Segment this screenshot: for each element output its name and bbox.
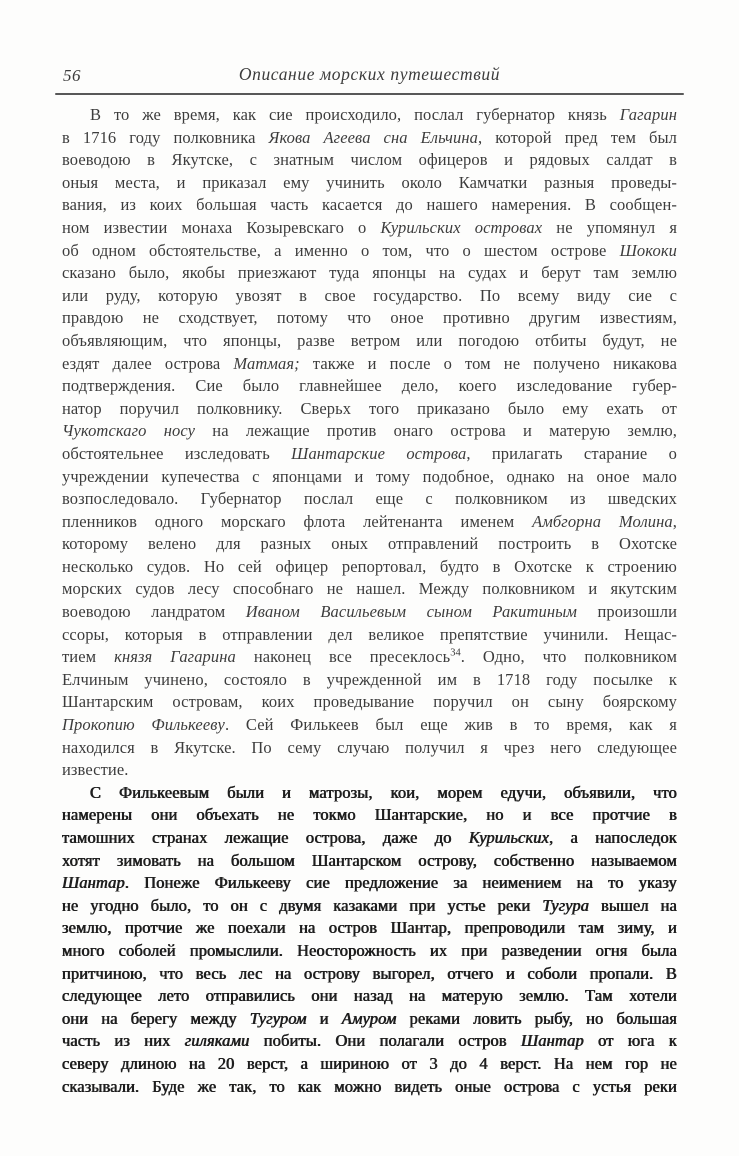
text-line [62,217,677,240]
text-run: от юга к [583,1031,677,1051]
text-run: , которой пред тем был [478,127,677,147]
text-line [62,601,677,624]
text-run: и [306,1008,342,1028]
text-run: Курильских [468,828,550,847]
text-run: на лежащие против онаго острова и матерую землю, [195,421,677,441]
text-line [62,511,677,534]
text-run: учреждении купечества с японцами и тому подобное, однако на оное мало [62,466,677,486]
text-run: Чукотскаго носу [62,421,196,441]
text-run: или руду, которую увозят в свое государство. По всему виду сие с [62,285,677,305]
text-run: сказано было, якобы приезжают туда японцы на судах и берут там землю [62,263,677,283]
text-run: подтверждения. Сие было главнейшее дело, коего изследование губер- [62,376,677,396]
text-line [62,759,677,782]
text-line [62,127,677,150]
text-line [62,398,677,421]
text-run: землю, протчие же поехали на остров Шантар, препроводили там зиму, и [62,918,677,938]
text-run: притчиною, что весь лес на острову выгорел, отчего и соболи пропали. В [62,963,677,983]
text-run: Шантар [62,873,125,893]
text-run: Иваном Васильевым сыном Ракитиным [245,602,578,622]
text-run: воеводою в Якутске, с знатным числом офицеров и рядовых салдат в [62,150,677,170]
text-run: Тугуром [249,1008,307,1028]
text-run: следующее лето отправились они назад на матерую землю. Там хотели [62,986,677,1006]
text-line [62,782,677,805]
text-line [62,1008,677,1031]
text-run: тамошних странах лежащие острова, даже до [62,828,469,847]
text-line [62,737,677,760]
text-run: вания, из коих большая часть касается до нашего намерения. В сообщен- [62,195,677,215]
text-run: Шантарские острова [291,443,467,463]
text-run: правдою не сходствует, потому что оное противно другим известиям, [62,308,677,328]
text-run: Шантар [521,1031,584,1051]
text-line [62,963,677,986]
page-header [62,64,677,90]
text-run: пленников одного морскаго флота лейтенанта именем [62,511,533,531]
text-run: князя Гагарина [114,647,236,667]
text-line [62,443,677,466]
text-line [62,330,677,353]
text-run: побиты. Они полагали остров [249,1031,521,1051]
page-number: 56 [63,66,81,85]
text-line [62,895,677,918]
text-run: Амуром [341,1008,397,1028]
footnote-marker: 34 [450,647,461,659]
text-run: тием [62,647,115,667]
text-line [62,872,677,895]
text-run: находился в Якутске. По сему случаю получил я чрез него следующее [62,737,677,757]
text-line [62,307,677,330]
text-line [62,194,677,217]
text-line [62,1053,677,1076]
text-line [62,850,677,873]
text-line [62,240,677,263]
text-line [62,488,677,511]
text-run: известие. [62,760,129,780]
text-run: северу длиною на 20 верст, а шириною от 3 до 4 верст. На нем гор не [62,1053,677,1073]
text-run: также и после о том не получено никакова [299,353,677,373]
text-line [62,804,677,827]
text-line [62,985,677,1008]
text-run: натор поручил полковнику. Сверьх того приказано было ему ехать от [62,398,677,418]
text-run: , прилагать старание о [466,443,677,463]
text-run: Гагарин [619,105,677,124]
text-run: Шококи [619,240,677,260]
text-run: намерены они объехать не токмо Шантарские, но и все протчие в [62,805,677,825]
text-line [62,556,677,579]
paragraph [62,782,677,1098]
text-run: часть из них [62,1031,185,1051]
text-line [62,1030,677,1053]
text-run: много соболей промыслили. Неосторожность их при разведении огня была [62,940,677,960]
text-line [62,940,677,963]
text-run: морских судов лесу способнаго не нашел. Между полковником и якутским [62,579,677,599]
text-line [62,669,677,692]
text-run: не угодно было, то он с двумя казаками при устье реки [62,895,543,915]
text-run: возпоследовало. Губернатор послал еще с полковником из шведских [62,489,677,509]
text-line [62,533,677,556]
text-line [62,1076,677,1099]
text-line [62,917,677,940]
body-text [62,104,677,1098]
running-title: Описание морских путешествий [238,64,501,84]
text-run: обстоятельнее изследовать [62,443,292,463]
text-run: объявляющим, что японцы, разве ветром или погодою отбиты будут, не [62,330,677,350]
text-line [62,691,677,714]
text-run: Матмая; [233,353,300,373]
text-line [62,262,677,285]
text-line [62,624,677,647]
text-line [62,578,677,601]
text-run: Елчиным учинено, состояло в учрежденной им в 1718 году посылке к [62,669,677,689]
text-run: не упомянул я [542,217,677,237]
text-run: Шантарским островам, коих проведывание поручил он сыну боярскому [62,692,677,712]
text-line [62,466,677,489]
text-run: ездят далее острова [62,353,234,373]
text-run: несколько судов. Но сей офицер репортовал, будто в Охотске к строению [62,556,677,576]
text-run: . Одно, что полковником [460,647,677,667]
text-run: гиляками [184,1031,250,1051]
text-line [62,172,677,195]
text-run: реками ловить рыбу, но большая [396,1008,677,1028]
text-run: . Понеже Филькееву сие предложение за неимением на то указу [124,873,677,893]
text-run: С Филькеевым были и матрозы, кои, морем едучи, объявили, что [90,782,677,802]
text-line [62,353,677,376]
text-run: В то же время, как сие происходило, послал губернатор князь [90,105,620,124]
text-line [62,827,677,850]
text-line [62,646,677,669]
text-run: наконец все пресеклось [235,647,451,667]
text-run: Прокопию Филькееву [62,715,225,735]
text-run: Якова Агеева сна Ельчина [268,127,479,147]
text-run: Амбгорна Молина [532,511,673,531]
text-run: в 1716 году полковника [62,127,269,147]
header-rule [55,93,684,95]
text-run: Курильских островах [380,217,543,237]
text-run: оныя места, и приказал ему учинить около Камчатки разныя проведы- [62,172,677,192]
text-run: вышел на [589,895,677,915]
text-run: сказывали. Буде же так, то как можно видеть оные острова с устья реки [62,1076,677,1096]
paragraph [62,104,677,782]
text-run: воеводою ландратом [62,602,246,622]
text-line [62,104,677,127]
text-run: ном известии монаха Козыревскаго о [62,217,381,237]
text-line [62,420,677,443]
text-run: они на берегу между [62,1008,250,1028]
text-line [62,375,677,398]
text-run: произошли [577,602,677,622]
text-line [62,149,677,172]
text-run: ссоры, которыя в отправлении дел великое препятствие учинили. Нещас- [62,624,677,644]
text-run: хотят зимовать на большом Шантарском острову, собственно называемом [62,850,677,870]
text-run: которому велено для разных оных отправлений построить в Охотске [62,534,677,554]
text-run: об одном обстоятельстве, а именно о том, что о шестом острове [62,240,620,260]
text-line [62,285,677,308]
text-run: , [672,511,677,531]
text-run: , а напоследок [549,828,677,847]
text-run: . Сей Филькеев был еще жив в то время, как я [224,715,677,735]
text-line [62,714,677,737]
text-run: Тугура [542,895,590,915]
